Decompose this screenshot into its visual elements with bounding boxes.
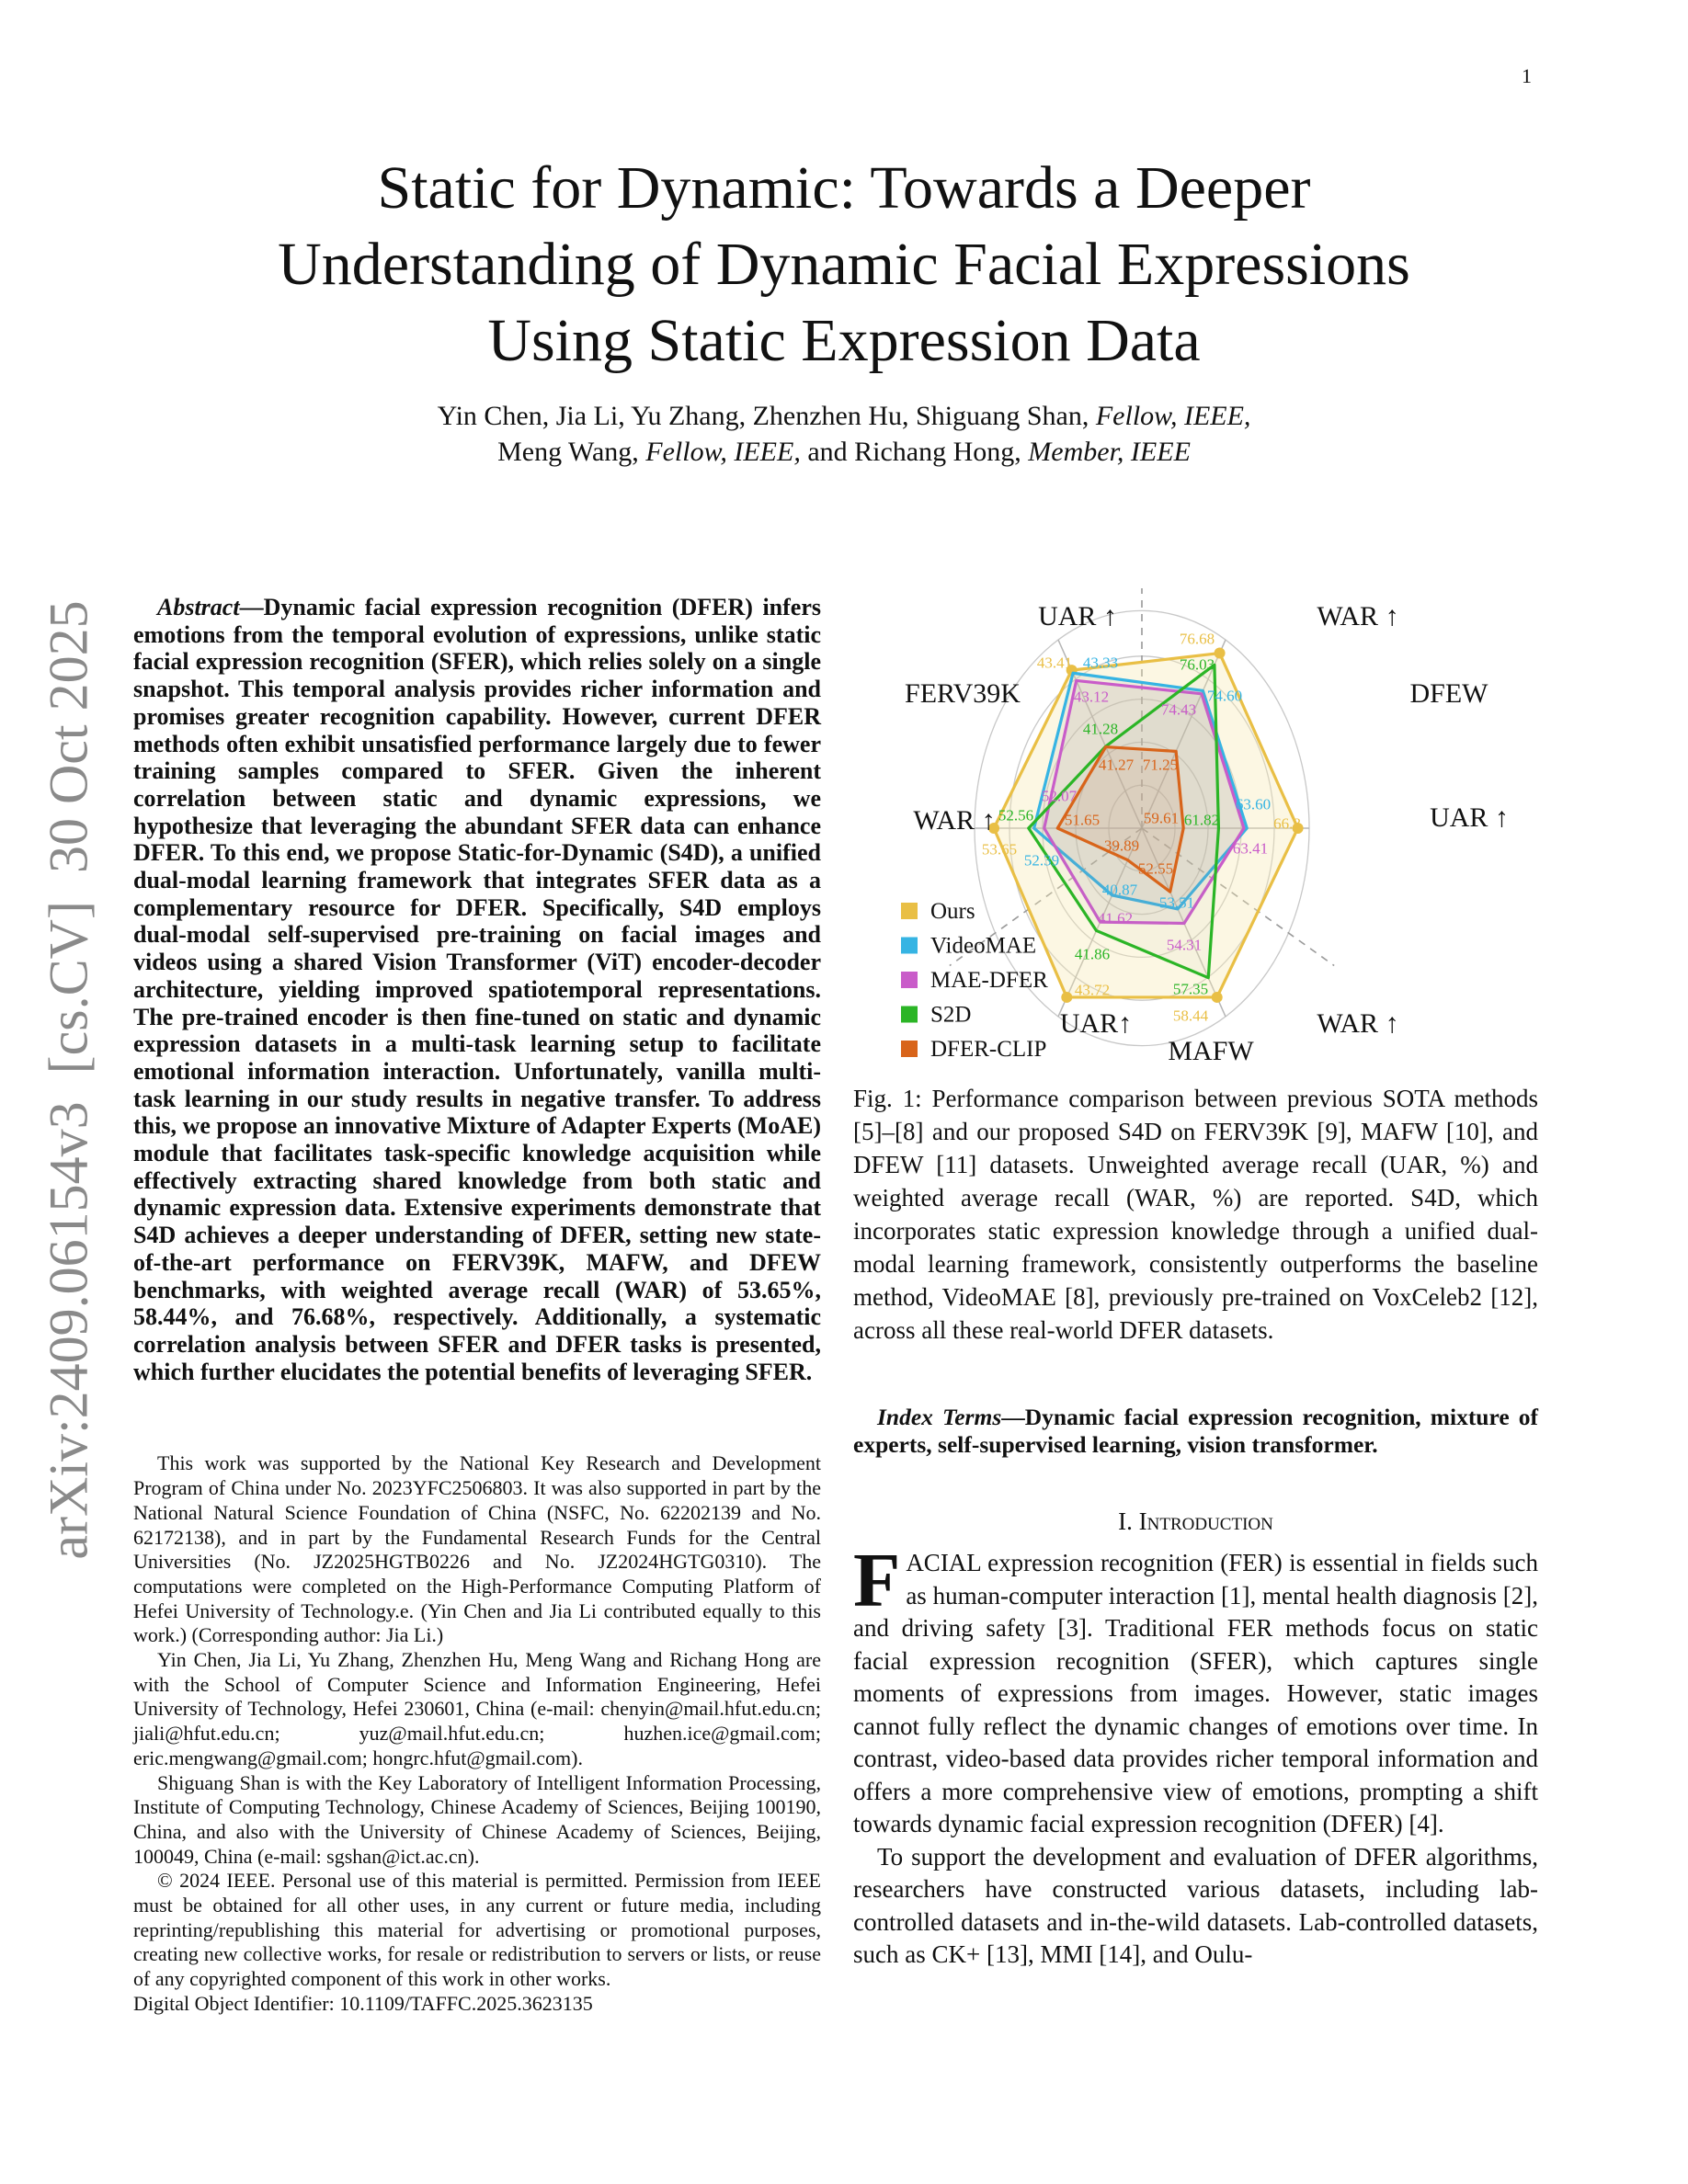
axis-label-mafw-uar: UAR↑ — [1059, 1008, 1133, 1039]
drop-cap: F — [853, 1538, 901, 1623]
data-point — [1215, 648, 1226, 659]
title-line: Understanding of Dynamic Facial Expressions — [278, 231, 1410, 298]
legend-swatch-videomae — [901, 938, 918, 954]
data-label: 43.33 — [1082, 654, 1119, 672]
data-label: 52.07 — [1041, 787, 1078, 805]
right-column — [853, 1082, 1538, 1972]
data-label: 76.03 — [1179, 655, 1215, 674]
author-title: Fellow, IEEE, — [1095, 401, 1251, 431]
dataset-label-dfew: DFEW — [1409, 678, 1488, 709]
axis-label-ferv-uar: UAR ↑ — [1038, 601, 1117, 631]
data-label: 43.41 — [1036, 654, 1073, 672]
data-label: 74.60 — [1206, 687, 1243, 705]
legend-swatch-ours — [901, 903, 918, 919]
footnote-doi: Digital Object Identifier: 10.1109/TAFFC.2025.3623135 — [133, 1991, 593, 2015]
axis-label-ferv-war: WAR ↑ — [913, 805, 996, 836]
authors-text: Yin Chen, Jia Li, Yu Zhang, Zhenzhen Hu, Shiguang Shan, — [437, 401, 1089, 431]
data-label: 74.43 — [1160, 700, 1197, 719]
data-point — [1212, 992, 1223, 1003]
data-label: 41.86 — [1074, 945, 1111, 963]
index-terms-text: —Dynamic facial expression recognition, mixture of experts, self-supervised learning, vision transformer. — [853, 1404, 1538, 1458]
abstract-label: Abstract — [157, 594, 240, 620]
author-title: Fellow, IEEE, — [645, 437, 801, 467]
data-label: 57.35 — [1172, 980, 1209, 998]
data-label: 76.68 — [1179, 630, 1215, 648]
data-label: 43.12 — [1073, 688, 1110, 706]
introduction-text — [853, 1538, 1538, 1972]
dataset-label-ferv39k: FERV39K — [905, 678, 1021, 709]
legend-label: DFER-CLIP — [930, 1037, 1047, 1062]
data-label: 53.51 — [1158, 893, 1195, 912]
page-number: 1 — [1522, 64, 1532, 87]
legend-swatch-s2d — [901, 1007, 918, 1023]
data-label: 54.31 — [1166, 936, 1203, 954]
legend-label: VideoMAE — [930, 933, 1037, 959]
index-terms — [853, 1404, 1538, 1459]
axis-label-dfew-uar: UAR ↑ — [1430, 802, 1509, 833]
section-heading: I. Introduction — [1118, 1507, 1273, 1535]
author-title: Member, IEEE — [1028, 437, 1191, 467]
authors-text: and Richang Hong, — [807, 437, 1021, 467]
chart-legend — [901, 899, 1048, 1062]
authors-text: Meng Wang, — [497, 437, 639, 467]
data-label: 39.89 — [1103, 836, 1140, 855]
dataset-label-mafw: MAFW — [1168, 1036, 1254, 1066]
title-line: Using Static Expression Data — [487, 307, 1201, 374]
intro-paragraph: ACIAL expression recognition (FER) is essential in fields such as human-computer interaction [1], mental health diagnosis [2], and driving safety [3]. Traditional FER methods focus on static facial expression recognition (SFER), which captures single moments of expressions from images. However, static images cannot fully reflect the dynamic changes of emotions over time. In contrast, video-based data provides richer temporal information and offers a more comprehensive view of emotions, prompting a shift towards dynamic facial expression recognition (DFER) [4]. — [853, 1549, 1538, 1837]
data-label: 58.44 — [1172, 1007, 1209, 1025]
data-label: 40.87 — [1101, 881, 1138, 899]
data-label: 71.25 — [1142, 756, 1179, 774]
data-label: 41.28 — [1082, 720, 1119, 738]
footnote-copyright: © 2024 IEEE. Personal use of this material is permitted. Permission from IEEE must be obtained for all other uses, in any current or future media, including reprinting/republishing this material for advertising or promotional purposes, creating new collective works, for resale or redistribution to servers or lists, or reuse of any copyrighted component of this work in other works. — [133, 1869, 821, 1991]
footnote-funding: This work was supported by the National Key Research and Development Program of China under No. 2023YFC2506803. It was also supported in part by the National Natural Science Foundation of China (NSFC, No. 62202139 and No. 62172138), and in part by the Fundamental Research Funds for the Central Universities (No. JZ2025HGTB0226 and No. JZ2024HGTG0310). The computations were completed on the High-Performance Computing Platform of Hefei University of Technology.e. (Yin Chen and Jia Li contributed equally to this work.) (Corresponding author: Jia Li.) — [133, 1451, 821, 1647]
legend-label: S2D — [930, 1002, 972, 1028]
axis-label-dfew-war: WAR ↑ — [1317, 601, 1399, 631]
data-point — [1061, 992, 1072, 1003]
legend-label: Ours — [930, 899, 975, 924]
data-label: 66.8 — [1273, 814, 1301, 833]
data-label: 61.82 — [1183, 811, 1220, 829]
axis-label-mafw-war: WAR ↑ — [1317, 1008, 1399, 1039]
index-terms-label: Index Terms — [877, 1404, 1002, 1430]
intro-paragraph: To support the development and evaluation of DFER algorithms, researchers have constructed various datasets, including lab-controlled datasets and in-the-wild datasets. Lab-controlled datasets, such as CK+ [13], MMI [14], and Oulu- — [853, 1842, 1538, 1968]
data-label: 59.61 — [1143, 809, 1180, 827]
footnote-affiliation: Shiguang Shan is with the Key Laboratory of Intelligent Information Processing, Institute of Computing Technology, Chinese Academy of Sciences, Beijing 100190, China, and also with the University of Chinese Academy of Sciences, Beijing, 100049, China (e-mail: sgshan@ict.ac.cn). — [133, 1770, 821, 1868]
figure-caption: Fig. 1: Performance comparison between previous SOTA methods [5]–[8] and our proposed S4D on FERV39K [9], MAFW [10], and DFEW [11] datasets. Unweighted average recall (UAR, %) and weighted average recall (WAR, %) are reported. S4D, which incorporates static expression knowledge through a unified dual-modal learning framework, consistently outperforms the baseline method, VideoMAE [8], previously pre-trained on VoxCeleb2 [12], across all these real-world DFER datasets. — [853, 1085, 1538, 1344]
title-line: Static for Dynamic: Towards a Deeper — [377, 154, 1311, 222]
data-label: 52.56 — [998, 806, 1034, 825]
data-label: 63.41 — [1232, 839, 1269, 858]
data-label: 52.55 — [1137, 859, 1174, 878]
data-label: 41.62 — [1097, 909, 1134, 927]
data-label: 51.65 — [1064, 811, 1101, 829]
legend-swatch-mae-dfer — [901, 972, 918, 988]
data-label: 63.60 — [1235, 795, 1272, 813]
data-label: 52.39 — [1023, 851, 1060, 870]
author-list — [0, 398, 1688, 470]
legend-swatch-dfer-clip — [901, 1041, 918, 1057]
radar-chart — [883, 579, 1526, 1075]
legend-label: MAE-DFER — [930, 968, 1048, 993]
footnotes — [133, 1451, 821, 2016]
footnote-affiliation: Yin Chen, Jia Li, Yu Zhang, Zhenzhen Hu, Meng Wang and Richang Hong are with the School of Computer Science and Information Engineering, Hefei University of Technology, Hefei 230601, China (e-mail: chenyin@mail.hfut.edu.cn; jiali@hfut.edu.cn; yuz@mail.hfut.edu.cn; huzhen.ice@gmail.com; eric.mengwang@gmail.com; hongrc.hfut@gmail.com). — [133, 1648, 821, 1769]
paper-title — [0, 150, 1688, 379]
data-label: 53.65 — [981, 840, 1018, 859]
data-label: 43.72 — [1074, 981, 1111, 999]
data-label: 41.27 — [1098, 756, 1135, 774]
left-column — [133, 594, 821, 2017]
abstract-text: —Dynamic facial expression recognition (DFER) infers emotions from the temporal evolution of expressions, unlike static facial expression recognition (SFER), which relies solely on a single snapshot. This temporal analysis provides richer information and promises greater recognition capability. However, current DFER methods often exhibit unsatisfied performance largely due to fewer training samples compared to SFER. Given the inherent correlation between static and dynamic expressions, we hypothesize that leveraging the abundant SFER data can enhance DFER. To this end, we propose Static-for-Dynamic (S4D), a unified dual-modal learning framework that integrates SFER data as a complementary resource for DFER. Specifically, S4D employs dual-modal self-supervised pre-training on facial images and videos using a shared Vision Transformer (ViT) encoder-decoder architecture, yielding improved spatiotemporal representations. The pre-trained encoder is then fine-tuned on static and dynamic expression datasets in a multi-task learning setup to facilitate emotional information interaction. Unfortunately, vanilla multi-task learning in our study results in negative transfer. To address this, we propose an innovative Mixture of Adapter Experts (MoAE) module that facilitates task-specific knowledge acquisition while effectively extracting shared knowledge from both static and dynamic expression data. Extensive experiments demonstrate that S4D achieves a deeper understanding of DFER, setting new state-of-the-art performance on FERV39K, MAFW, and DFEW benchmarks, with weighted average recall (WAR) of 53.65%, 58.44%, and 76.68%, respectively. Additionally, a systematic correlation analysis between SFER and DFER tasks is presented, which further elucidates the potential benefits of leveraging SFER. — [133, 594, 821, 1385]
arxiv-identifier: arXiv:2409.06154v3 [cs.CV] 30 Oct 2025 — [38, 600, 99, 1560]
abstract — [133, 594, 821, 1385]
